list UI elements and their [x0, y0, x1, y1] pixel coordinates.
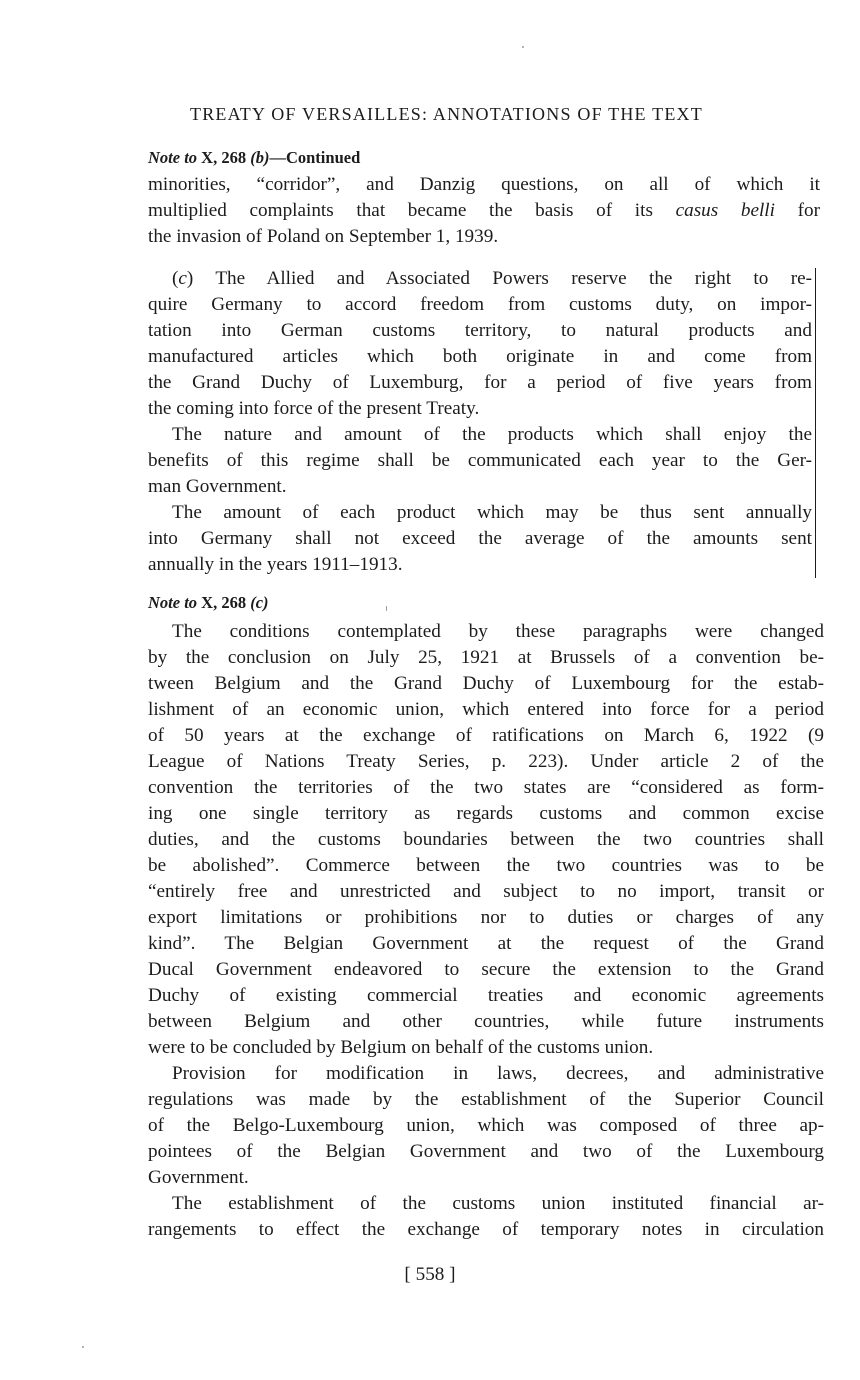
- casus-belli-italic: casus belli: [675, 200, 775, 221]
- note-heading-c: Note to X, 268 (c): [148, 593, 269, 612]
- continued-paragraph: minorities, “corridor”, and Danzig questions, on all of which it multiplied complaints that became the basis of its casus belli for the invasion of Poland on September 1, 1939.: [148, 174, 821, 247]
- scan-speck: [386, 606, 387, 611]
- running-head: TREATY OF VERSAILLES: ANNOTATIONS OF THE TEXT: [190, 104, 703, 124]
- note-heading-continued: Note to X, 268 (b)—Continued: [148, 148, 361, 167]
- margin-rule: [815, 268, 816, 578]
- paragraph-label: (c): [172, 268, 194, 289]
- annotation-text: The conditions contemplated by these paragraphs were changed by the conclusion on July 25, 1921 at Brussels of a convention be- tween Belgium and the Grand Duchy of Luxembourg for the estab- lishment of an economic union, which entered into force for a period of 50 years at the exchange of ratifications on March 6, 1922 (9 League of Nations Treaty Series, p. 223). Under article 2 of the convention the territories of the two states are “considered as form- ing one single territory as regards customs and common excise duties, and the customs boundaries between the two countries shall be abolished”. Commerce between the two countries was to be “entirely free and unrestricted and subject to no import, transit or export limitations or prohibitions nor to duties or charges of any kind”. The Belgian Government at the request of the Grand Ducal Government endeavored to secure the extension to the Grand Duchy of existing commercial treaties and economic agreements between Belgium and other countries, while future instruments were to be concluded by Belgium on behalf of the customs union. Provision for modification in laws, decrees, and administrative regulations was made by the establishment of the Superior Council of the Belgo-Luxembourg union, which was composed of three ap- pointees of the Belgian Government and two of the Luxembourg Government. The establishment of the customs union instituted financial ar- rangements to effect the exchange of temporary notes in circulation: [148, 621, 824, 1240]
- treaty-text-block: (c) The Allied and Associated Powers reserve the right to re- quire Germany to accord freedom from customs duty, on impor- tation into German customs territory, to natural products and manufactured articles which both originate in and come from the Grand Duchy of Luxemburg, for a period of five years from the coming into force of the present Treaty. The nature and amount of the products which shall enjoy the benefits of this regime shall be communicated each year to the Ger- man Government. The amount of each product which may be thus sent annually into Germany shall not exceed the average of the amounts sent annually in the years 1911–1913.: [148, 268, 812, 575]
- scan-speck: [82, 1346, 84, 1348]
- scan-speck: [522, 46, 524, 48]
- page-number: [ 558 ]: [404, 1264, 456, 1285]
